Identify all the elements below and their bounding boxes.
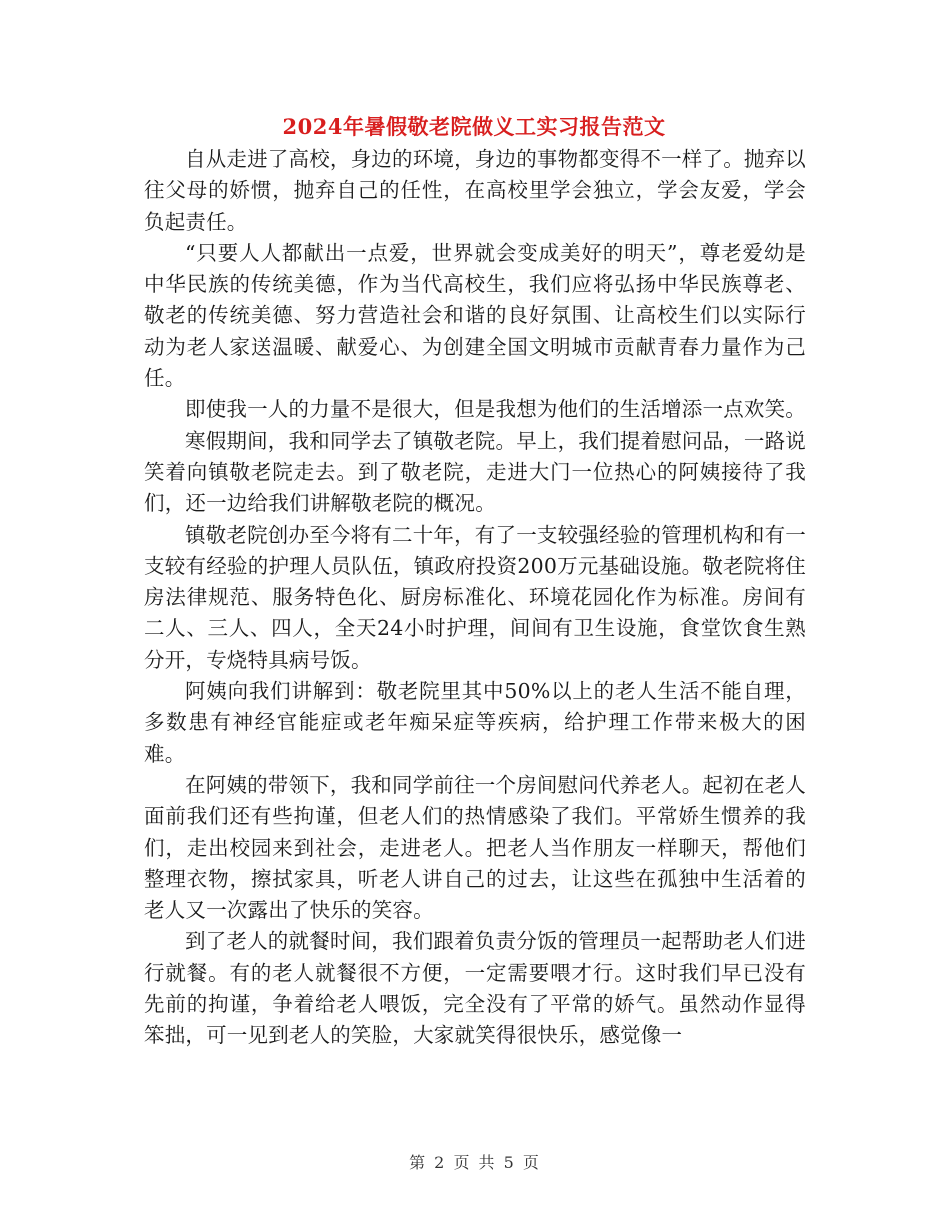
paragraph-8: 到了老人的就餐时间，我们跟着负责分饭的管理员一起帮助老人们进行就餐。有的老人就餐很不方便，一定需要喂才行。这时我们早已没有先前的拘谨，争着给老人喂饭，完全没有了平常的娇气。虽然动作显得笨拙，可一见到老人的笑脸，大家就笑得很快乐，感觉像一 [144,929,806,1048]
paragraph-3: 即使我一人的力量不是很大，但是我想为他们的生活增添一点欢笑。 [185,397,806,422]
paragraph-7: 在阿姨的带领下，我和同学前往一个房间慰问代养老人。起初在老人面前我们还有些拘谨，但老人们的热情感染了我们。平常娇生惯养的我们，走出校园来到社会，走进老人。把老人当作朋友一样聊天，帮他们整理衣物，擦拭家具，听老人讲自己的过去，让这些在孤独中生活着的老人又一次露出了快乐的笑容。 [144,772,806,923]
document-body [144,144,806,1052]
paragraph-4: 寒假期间，我和同学去了镇敬老院。早上，我们提着慰问品，一路说笑着向镇敬老院走去。到了敬老院，走进大门一位热心的阿姨接待了我们，还一边给我们讲解敬老院的概况。 [144,428,806,516]
paragraph-5: 镇敬老院创办至今将有二十年，有了一支较强经验的管理机构和有一支较有经验的护理人员队伍，镇政府投资200万元基础设施。敬老院将住房法律规范、服务特色化、厨房标准化、环境花园化作为标准。房间有二人、三人、四人，全天24小时护理，间间有卫生设施，食堂饮食生熟分开，专烧特具病号饭。 [144,522,806,672]
paragraph-1: 自从走进了高校，身边的环境，身边的事物都变得不一样了。抛弃以往父母的娇惯，抛弃自己的任性，在高校里学会独立，学会友爱，学会负起责任。 [144,147,806,234]
paragraph-6: 阿姨向我们讲解到：敬老院里其中50%以上的老人生活不能自理，多数患有神经官能症或老年痴呆症等疾病，给护理工作带来极大的困难。 [144,679,806,766]
document-title: 2024年暑假敬老院做义工实习报告范文 [282,114,666,139]
page-number-footer: 第 2 页 共 5 页 [409,1153,541,1172]
paragraph-2: “只要人人都献出一点爱，世界就会变成美好的明天”，尊老爱幼是中华民族的传统美德，作为当代高校生，我们应将弘扬中华民族尊老、敬老的传统美德、努力营造社会和谐的良好氛围、让高校生们以实际行动为老人家送温暖、献爱心、为创建全国文明城市贡献青春力量作为己任。 [144,240,806,391]
